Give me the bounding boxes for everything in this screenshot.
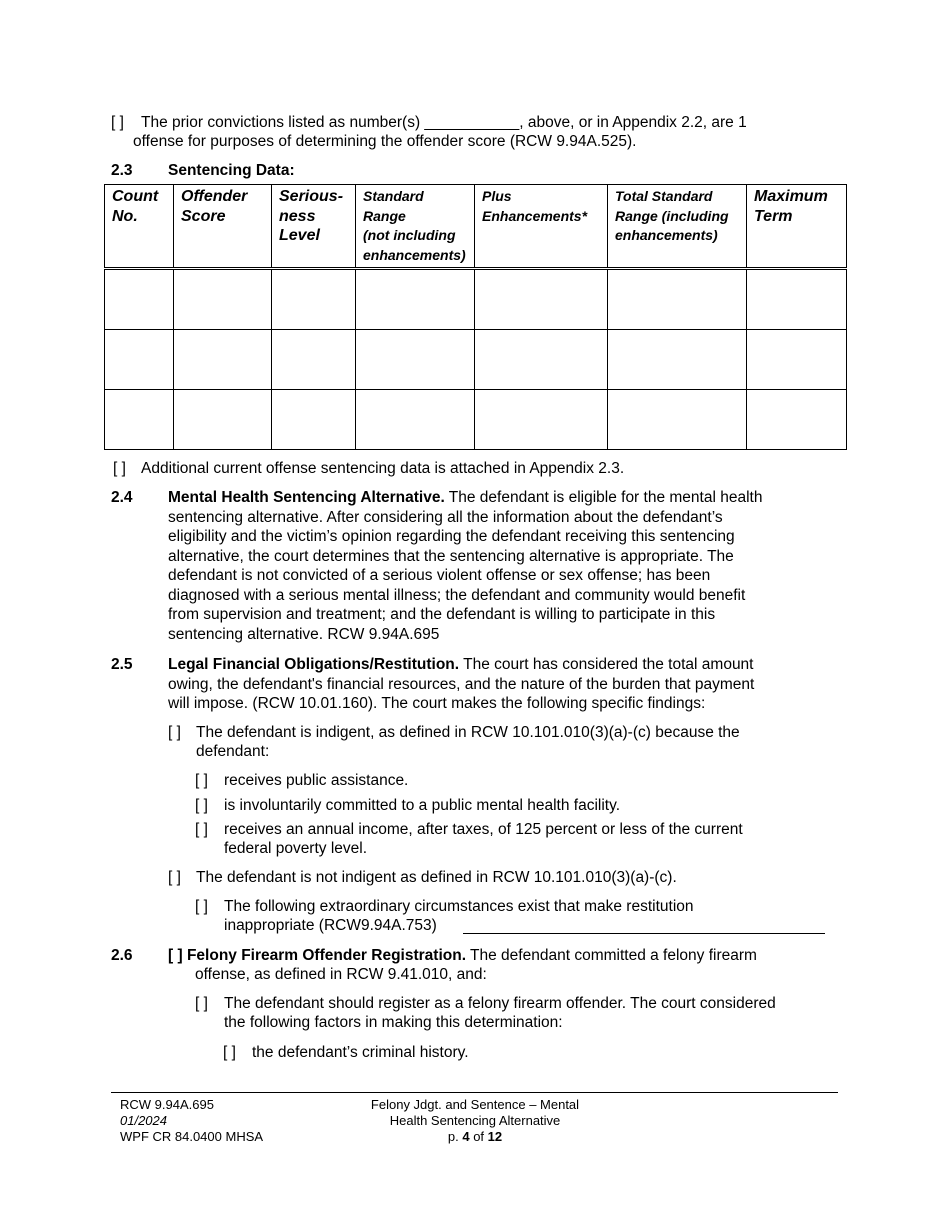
col-maximum-term: Maximum Term [747,185,847,269]
section-2-5-line: owing, the defendant's financial resources, and the nature of the burden that payment [168,675,755,693]
col-total-standard-range: Total Standard Range (including enhancements) [608,185,747,269]
section-2-4-title: Mental Health Sentencing Alternative. [168,489,445,506]
prior-convictions-line1: The prior convictions listed as number(s) ___________, above, or in Appendix 2.2, are 1 [141,114,747,131]
register-checkbox[interactable]: [ ] [195,995,208,1012]
indigent-checkbox[interactable]: [ ] [168,724,181,741]
table-cell[interactable] [747,390,847,450]
sentencing-data-table [104,184,847,450]
section-2-3-number: 2.3 [111,162,133,179]
table-cell[interactable] [747,330,847,390]
section-2-4-number: 2.4 [111,489,133,506]
table-cell[interactable] [475,390,608,450]
section-2-6-line2: offense, as defined in RCW 9.41.010, and: [195,966,487,983]
col-count-no: Count No. [105,185,174,269]
section-2-4-line: The defendant is eligible for the mental health [444,489,763,506]
table-cell[interactable] [608,269,747,330]
footer-title-line2: Health Sentencing Alternative [389,1113,561,1128]
table-cell[interactable] [272,330,356,390]
not-indigent-checkbox[interactable]: [ ] [168,869,181,886]
additional-data-text: Additional current offense sentencing data is attached in Appendix 2.3. [141,460,625,477]
footer-left [120,1097,263,1145]
section-2-6-line1 [168,946,757,966]
col-standard-range: Standard Range (not including enhancements) [356,185,475,269]
extraordinary-line1: The following extraordinary circumstances exist that make restitution [224,898,694,915]
page-footer [111,1092,838,1093]
table-cell[interactable] [174,269,272,330]
table-cell[interactable] [174,330,272,390]
public-assistance-checkbox[interactable]: [ ] [195,772,208,789]
section-2-6-text: The defendant committed a felony firearm [466,947,757,964]
table-cell[interactable] [747,269,847,330]
col-plus-enhancements: Plus Enhancements* [475,185,608,269]
extraordinary-line2: inappropriate (RCW9.94A.753) [224,917,437,934]
table-header-row [105,185,847,269]
additional-data-checkbox[interactable]: [ ] [113,460,126,477]
section-2-6-title: Felony Firearm Offender Registration. [186,947,467,964]
income-line1: receives an annual income, after taxes, of 125 percent or less of the current [224,821,743,838]
committed-checkbox[interactable]: [ ] [195,797,208,814]
public-assistance-text: receives public assistance. [224,772,409,789]
table-cell[interactable] [105,330,174,390]
committed-text: is involuntarily committed to a public mental health facility. [224,797,620,814]
section-2-5-title: Legal Financial Obligations/Restitution. [168,656,460,673]
criminal-history-text: the defendant’s criminal history. [252,1044,469,1061]
section-2-6-checkbox[interactable]: [ ] [168,947,183,964]
footer-rcw: RCW 9.94A.695 [120,1097,214,1112]
table-cell[interactable] [272,390,356,450]
section-2-4-line: sentencing alternative. RCW 9.94A.695 [168,625,440,643]
table-cell[interactable] [475,330,608,390]
section-2-5-line: will impose. (RCW 10.01.160). The court makes the following specific findings: [168,695,706,712]
footer-center [340,1097,610,1145]
table-cell[interactable] [105,269,174,330]
prior-convictions-line2: offense for purposes of determining the offender score (RCW 9.94A.525). [133,133,637,150]
table-row [105,390,847,450]
footer-title-line1: Felony Jdgt. and Sentence – Mental [370,1097,580,1112]
section-2-4-line: from supervision and treatment; and the defendant is willing to participate in this [168,606,716,623]
section-2-4-body [168,488,858,644]
footer-page-number: p. 4 of 12 [447,1129,503,1144]
extraordinary-blank-line[interactable] [463,919,825,934]
table-cell[interactable] [475,269,608,330]
section-2-5-body [168,655,858,714]
section-2-4-line: alternative, the court determines that the sentencing alternative is appropriate. The [168,547,734,565]
section-2-4-line: defendant is not convicted of a serious violent offense or sex offense; has been [168,567,711,584]
extraordinary-checkbox[interactable]: [ ] [195,898,208,915]
section-2-3-title: Sentencing Data: [168,162,295,179]
section-2-5-number: 2.5 [111,656,133,673]
table-cell[interactable] [174,390,272,450]
table-cell[interactable] [608,330,747,390]
section-2-4-line: sentencing alternative. After considering all the information about the defendant’s [168,508,723,526]
table-cell[interactable] [356,330,475,390]
section-2-4-line: eligibility and the victim’s opinion regarding the defendant receiving this sentencing [168,528,735,545]
income-line2: federal poverty level. [224,840,368,857]
income-checkbox[interactable]: [ ] [195,821,208,838]
table-cell[interactable] [356,269,475,330]
table-row [105,269,847,330]
table-cell[interactable] [608,390,747,450]
criminal-history-checkbox[interactable]: [ ] [223,1044,236,1061]
section-2-4-line: diagnosed with a serious mental illness; the defendant and community would benefit [168,586,746,604]
register-line2: the following factors in making this determination: [224,1014,563,1031]
section-2-6-number: 2.6 [111,947,133,964]
footer-date: 01/2024 [120,1113,167,1128]
section-2-5-line: The court has considered the total amount [459,656,754,673]
table-cell[interactable] [105,390,174,450]
prior-convictions-checkbox[interactable]: [ ] [111,114,124,131]
not-indigent-text: The defendant is not indigent as defined in RCW 10.101.010(3)(a)-(c). [196,869,677,886]
indigent-line1: The defendant is indigent, as defined in RCW 10.101.010(3)(a)-(c) because the [196,724,740,741]
footer-form-id: WPF CR 84.0400 MHSA [120,1129,264,1144]
table-cell[interactable] [272,269,356,330]
table-cell[interactable] [356,390,475,450]
col-seriousness-level: Serious- ness Level [272,185,356,269]
table-row [105,330,847,390]
col-offender-score: Offender Score [174,185,272,269]
register-line1: The defendant should register as a felony firearm offender. The court considered [224,995,776,1012]
indigent-line2: defendant: [196,743,270,760]
